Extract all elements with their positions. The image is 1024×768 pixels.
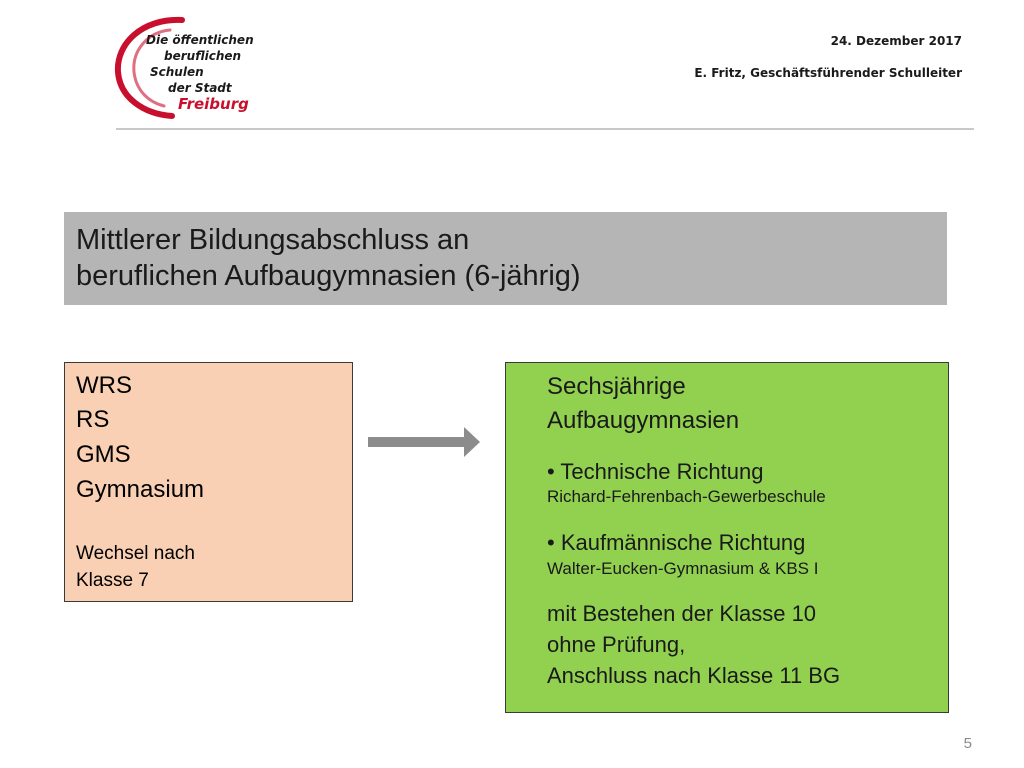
bullet-technical: • Technische Richtung (547, 459, 764, 484)
school-type-item: GMS (76, 441, 131, 468)
header-divider (116, 128, 974, 130)
outcome-text: mit Bestehen der Klasse 10 (547, 601, 817, 626)
school-types-box (64, 362, 353, 602)
school-logo (112, 16, 262, 120)
slide-title-box (64, 212, 947, 305)
slide-title-line: Mittlerer Bildungsabschluss an (76, 224, 470, 256)
outcome-text: ohne Prüfung, (547, 632, 686, 657)
logo-line: Die öffentlichen (146, 33, 254, 47)
aufbaugymnasien-box (505, 362, 949, 713)
logo-line: beruflichen (164, 49, 242, 63)
box-heading: Aufbaugymnasien (547, 407, 740, 434)
slide-title-line: beruflichen Aufbaugymnasien (6-jährig) (76, 260, 581, 292)
school-name: Walter-Eucken-Gymnasium & KBS I (547, 559, 819, 578)
school-name: Richard-Fehrenbach-Gewerbeschule (547, 487, 826, 506)
transfer-note: Wechsel nach (76, 543, 195, 564)
logo-line: Schulen (150, 65, 204, 79)
logo-line: der Stadt (168, 81, 232, 95)
page-number: 5 (963, 735, 972, 752)
school-type-item: WRS (76, 372, 132, 399)
logo-city: Freiburg (178, 95, 249, 113)
bullet-commercial: • Kaufmännische Richtung (547, 530, 806, 555)
header-date: 24. Dezember 2017 (830, 34, 962, 48)
school-type-item: RS (76, 406, 110, 433)
header-author: E. Fritz, Geschäftsführender Schulleiter (694, 66, 962, 80)
box-heading: Sechsjährige (547, 373, 686, 400)
transfer-note: Klasse 7 (76, 570, 149, 591)
outcome-text: Anschluss nach Klasse 11 BG (547, 663, 841, 688)
right-arrow-icon (364, 424, 484, 460)
school-type-item: Gymnasium (76, 476, 205, 503)
